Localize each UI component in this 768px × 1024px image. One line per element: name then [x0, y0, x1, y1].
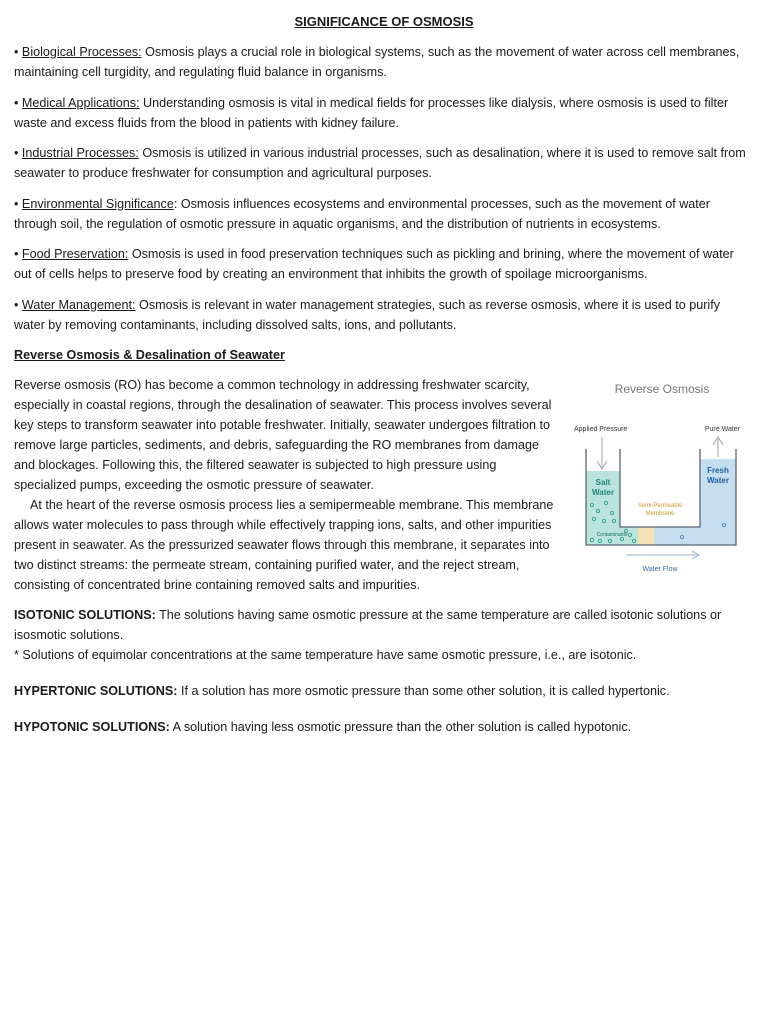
bullet-label: Food Preservation: [21, 247, 129, 261]
bullet-medical [14, 93, 754, 133]
bullet-food [14, 244, 754, 284]
reverse-osmosis-figure [564, 379, 754, 595]
bullet-water [14, 295, 754, 335]
ro-paragraph-1: Reverse osmosis (RO) has become a common technology in addressing freshwater scarcity, especially in coastal regions, through the desalination of seawater. This process involves several key steps to transform seawater into potable freshwater. Initially, seawater undergoes filtration to remove large particles, sediments, and debris, safeguarding the RO membranes from damage and blockages. Following this, the filtered seawater is subjected to high pressure using specialized pumps, exceeding the osmotic pressure of seawater. [14, 378, 552, 492]
ro-paragraph-2: At the heart of the reverse osmosis process lies a semipermeable membrane. This membrane allows water molecules to pass through while effectively trapping ions, salts, and other impurities present in seawater. As the pressurized seawater flows through this membrane, it separates into two distinct streams: the permeate stream, containing purified water, and the reject stream, consisting of concentrated brine containing removed salts and impurities. [14, 498, 554, 592]
bullet-symbol: • [14, 45, 19, 59]
isotonic-note: * Solutions of equimolar concentrations at the same temperature have same osmotic pressure, i.e., are isotonic. [14, 648, 637, 662]
hypotonic-label: HYPOTONIC SOLUTIONS: [14, 720, 170, 734]
salt-water-label-line2: Water [592, 488, 614, 497]
bullet-symbol: • [14, 247, 19, 261]
hypertonic-text: If a solution has more osmotic pressure than some other solution, it is called hypertonic. [177, 684, 670, 698]
down-arrow-icon [597, 437, 607, 469]
hypotonic-text: A solution having less osmotic pressure than the other solution is called hypotonic. [169, 720, 632, 734]
bullet-symbol: • [14, 196, 19, 211]
salt-water-label-line1: Salt [595, 478, 611, 487]
bullet-biological [14, 42, 754, 82]
water-flow-label: Water Flow [642, 566, 678, 573]
section-heading-reverse-osmosis: Reverse Osmosis & Desalination of Seawater [14, 348, 285, 362]
bullet-label: Water Management: [21, 297, 136, 312]
page-title: SIGNIFICANCE OF OSMOSIS [294, 14, 474, 29]
bullet-text: Osmosis plays a crucial role in biological systems, such as the movement of water across cell membranes, maintaining cell turgidity, and regulating fluid balance in organisms. [14, 45, 740, 79]
fresh-water-label-line1: Fresh [707, 466, 729, 475]
applied-pressure-label: Applied Pressure [574, 426, 628, 433]
membrane-label-line2: Membrane [645, 511, 675, 517]
membrane-region [638, 527, 654, 545]
bullet-text: Understanding osmosis is vital in medical fields for processes like dialysis, where osmosis is used to filter waste and excess fluids from the blood in patients with kidney failure. [14, 95, 729, 130]
reverse-osmosis-diagram [564, 379, 754, 589]
bullet-industrial [14, 143, 754, 183]
hypotonic-definition [14, 717, 754, 737]
right-arrow-icon [626, 551, 699, 559]
bullet-label: Biological Processes: [21, 45, 142, 59]
bullet-symbol: • [14, 146, 19, 160]
bullet-text: Osmosis is utilized in various industrial processes, such as desalination, where it is used to remove salt from seawater to produce freshwater for consumption and agricultural purposes. [14, 146, 746, 180]
solution-definitions [14, 605, 754, 737]
contaminants-label: Contaminants [596, 532, 628, 538]
fresh-water-bottom [654, 527, 700, 545]
pure-water-label: Pure Water [704, 426, 740, 433]
bullet-text: : Osmosis influences ecosystems and environmental processes, such as the movement of water through soil, the regulation of osmotic pressure in aquatic organisms, and the distribution of nutrients in ecosystems. [14, 196, 711, 231]
figure-title: Reverse Osmosis [614, 382, 710, 396]
bullet-symbol: • [14, 95, 19, 110]
bullet-text: Osmosis is relevant in water management strategies, such as reverse osmosis, where it is used to purify water by removing contaminants, including dissolved salts, ions, and pollutants. [14, 297, 721, 332]
bullet-label: Environmental Significance [21, 196, 174, 211]
bullet-text: Osmosis is used in food preservation techniques such as pickling and brining, where the movement of water out of cells helps to preserve food by creating an environment that inhibits the growth of spoilage microorganisms. [14, 247, 734, 281]
bullet-environmental [14, 194, 754, 234]
bullet-symbol: • [14, 297, 19, 312]
hypertonic-definition [14, 681, 754, 701]
isotonic-text: The solutions having same osmotic pressure at the same temperature are called isotonic solutions or isosmotic solutions. [14, 608, 722, 642]
isotonic-label: ISOTONIC SOLUTIONS: [14, 608, 156, 622]
bullet-label: Medical Applications: [21, 95, 140, 110]
reverse-osmosis-text [14, 375, 560, 595]
up-arrow-icon [713, 437, 723, 457]
reverse-osmosis-section [14, 375, 754, 595]
isotonic-definition [14, 605, 754, 645]
bullet-label: Industrial Processes: [21, 146, 139, 160]
membrane-label-line1: Semi-Permeable [637, 503, 683, 509]
fresh-water-label-line2: Water [707, 476, 729, 485]
hypertonic-label: HYPERTONIC SOLUTIONS: [14, 684, 178, 698]
